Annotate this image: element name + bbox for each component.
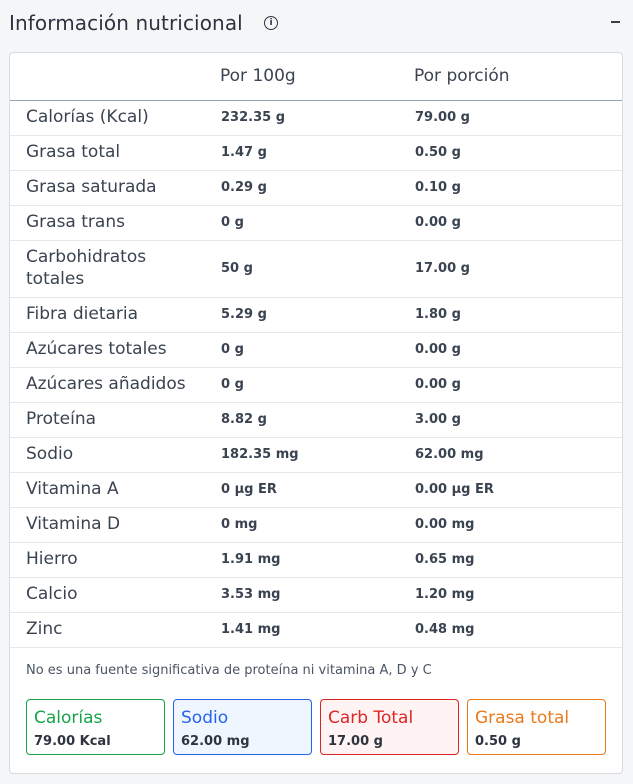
table-row xyxy=(10,170,622,206)
value-per-portion: 0.00 µg ER xyxy=(415,482,494,497)
summary-label: Carb Total xyxy=(328,708,414,728)
value-per-100g: 232.35 g xyxy=(221,110,285,125)
nutrition-card xyxy=(9,52,623,774)
table-row xyxy=(10,332,622,368)
row-label-line-2: totales xyxy=(26,269,85,289)
value-per-portion: 0.00 g xyxy=(415,215,461,230)
value-per-portion: 79.00 g xyxy=(415,110,470,125)
table-row xyxy=(10,297,622,333)
row-label: Azúcares añadidos xyxy=(26,374,186,394)
row-label: Grasa total xyxy=(26,142,121,162)
row-label: Azúcares totales xyxy=(26,339,167,359)
value-per-100g: 1.47 g xyxy=(221,145,267,160)
table-row xyxy=(10,542,622,578)
value-per-portion: 0.50 g xyxy=(415,145,461,160)
value-per-100g: 0.29 g xyxy=(221,180,267,195)
value-per-portion: 0.00 g xyxy=(415,377,461,392)
value-per-100g: 0 mg xyxy=(221,517,258,532)
summary-value: 79.00 Kcal xyxy=(34,734,111,749)
value-per-portion: 3.00 g xyxy=(415,412,461,427)
info-icon[interactable]: i xyxy=(264,16,278,30)
summary-tile-sodium xyxy=(173,699,312,755)
summary-tile-carbs xyxy=(320,699,459,755)
summary-value: 17.00 g xyxy=(328,734,383,749)
value-per-portion: 1.80 g xyxy=(415,307,461,322)
value-per-100g: 8.82 g xyxy=(221,412,267,427)
summary-tile-calories xyxy=(26,699,165,755)
table-row xyxy=(10,100,622,136)
summary-label: Calorías xyxy=(34,708,103,728)
value-per-portion: 1.20 mg xyxy=(415,587,475,602)
value-per-portion: 0.00 mg xyxy=(415,517,475,532)
table-row xyxy=(10,437,622,473)
section-title: Información nutricional xyxy=(9,11,243,35)
value-per-100g: 0 g xyxy=(221,377,244,392)
summary-label: Sodio xyxy=(181,708,229,728)
table-row xyxy=(10,507,622,543)
value-per-100g: 3.53 mg xyxy=(221,587,281,602)
value-per-100g: 0 g xyxy=(221,342,244,357)
summary-label: Grasa total xyxy=(475,708,570,728)
value-per-portion: 0.10 g xyxy=(415,180,461,195)
row-label-line-1: Carbohidratos xyxy=(26,247,147,267)
collapse-icon[interactable] xyxy=(611,21,620,23)
value-per-100g: 1.91 mg xyxy=(221,552,281,567)
value-per-100g: 50 g xyxy=(221,261,253,276)
table-row xyxy=(10,577,622,613)
value-per-portion: 0.48 mg xyxy=(415,622,475,637)
disclaimer-text: No es una fuente significativa de proteína ni vitamina A, D y C xyxy=(26,663,432,678)
row-label: Grasa saturada xyxy=(26,177,157,197)
table-header xyxy=(10,53,622,101)
row-label: Fibra dietaria xyxy=(26,304,139,324)
row-label: Vitamina D xyxy=(26,514,121,534)
value-per-portion: 0.65 mg xyxy=(415,552,475,567)
section-header[interactable] xyxy=(0,0,633,50)
summary-value: 0.50 g xyxy=(475,734,521,749)
value-per-portion: 62.00 mg xyxy=(415,447,484,462)
row-label: Calorías (Kcal) xyxy=(26,107,149,127)
row-label: Zinc xyxy=(26,619,63,639)
row-label: Proteína xyxy=(26,409,97,429)
value-per-100g: 1.41 mg xyxy=(221,622,281,637)
summary-value: 62.00 mg xyxy=(181,734,250,749)
value-per-100g: 0 µg ER xyxy=(221,482,277,497)
summary-tile-fat xyxy=(467,699,606,755)
table-row xyxy=(10,402,622,438)
row-label: Sodio xyxy=(26,444,74,464)
row-label: Grasa trans xyxy=(26,212,125,232)
value-per-100g: 0 g xyxy=(221,215,244,230)
value-per-100g: 5.29 g xyxy=(221,307,267,322)
value-per-portion: 17.00 g xyxy=(415,261,470,276)
row-label: Hierro xyxy=(26,549,78,569)
value-per-100g: 182.35 mg xyxy=(221,447,299,462)
row-label: Calcio xyxy=(26,584,78,604)
table-row xyxy=(10,205,622,241)
table-row xyxy=(10,612,622,648)
value-per-portion: 0.00 g xyxy=(415,342,461,357)
table-row xyxy=(10,367,622,403)
row-label: Vitamina A xyxy=(26,479,119,499)
column-header-per-100g: Por 100g xyxy=(220,66,296,86)
table-row xyxy=(10,472,622,508)
table-row xyxy=(10,240,622,298)
column-header-per-portion: Por porción xyxy=(414,66,510,86)
table-row xyxy=(10,135,622,171)
